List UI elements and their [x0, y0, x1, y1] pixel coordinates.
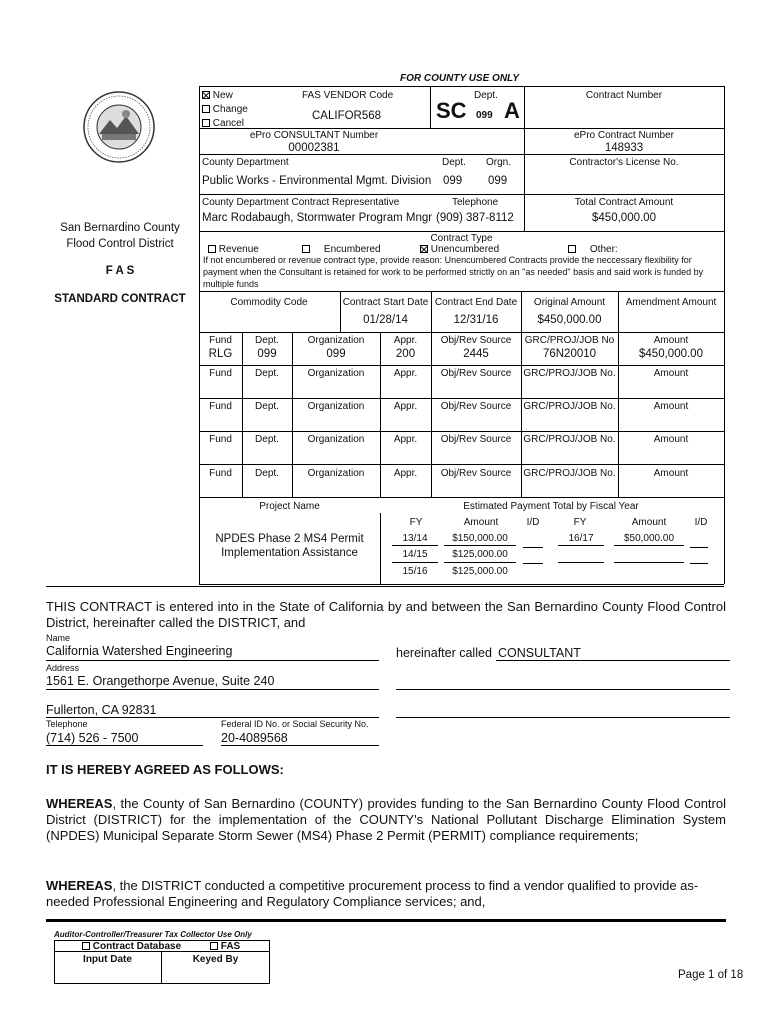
appr-label: Appr. — [393, 368, 418, 379]
change-option[interactable] — [202, 104, 248, 115]
intro-paragraph: THIS CONTRACT is entered into in the State of California by and between the San Bernardino County Flood Control District, hereinafter called the DISTRICT, and — [46, 599, 726, 630]
fedid-value: 20-4089568 — [221, 731, 288, 745]
fas-checkbox[interactable] — [210, 942, 218, 950]
objrev-label: Obj/Rev Source — [440, 434, 512, 445]
address-label: Address — [46, 663, 80, 673]
contractor-license-label: Contractor's License No. — [569, 157, 679, 168]
dept-value-1: 099 — [257, 348, 277, 360]
grc-label: GRC/PROJ/JOB No. — [523, 468, 616, 479]
change-label: Change — [212, 104, 248, 115]
total-amount-value: $450,000.00 — [592, 212, 656, 224]
amount-right-value: $50,000.00 — [623, 533, 675, 544]
a-code: A — [504, 98, 520, 123]
whereas-text-1: , the County of San Bernardino (COUNTY) provides funding to the San Bernardino County Flood Control District (DISTRICT) for the implementation of the COUNTY's National Pollutant Discharge Elimination System (NPDES) Municipal Separate Storm Sewer (MS4) Phase 2 Permit (PERMIT) compliance requirements; — [46, 796, 726, 843]
amount-value-1: $450,000.00 — [639, 348, 703, 360]
grc-label: GRC/PROJ/JOB No. — [523, 401, 616, 412]
amount-label: Amount — [653, 434, 689, 445]
org-label-1: Organization — [307, 335, 365, 346]
page-number: Page 1 of 18 — [678, 969, 744, 981]
fy-header-right: FY — [573, 517, 587, 528]
consultant-text: CONSULTANT — [498, 646, 581, 660]
epro-contract-label: ePro Contract Number — [573, 130, 675, 141]
org-label: Organization — [307, 468, 365, 479]
estimated-payment-label: Estimated Payment Total by Fiscal Year — [463, 501, 639, 512]
project-name-line-2: Implementation Assistance — [221, 547, 358, 559]
objrev-label: Obj/Rev Source — [440, 368, 512, 379]
fy-row-2: 14/15 — [402, 549, 428, 560]
whereas-word-1: WHEREAS — [46, 796, 113, 811]
sc-code: SC — [436, 98, 467, 123]
fund-label: Fund — [209, 401, 232, 412]
org-label: Organization — [307, 434, 365, 445]
fas-title: F A S — [105, 265, 135, 277]
amount-row-1: $150,000.00 — [452, 533, 508, 544]
telephone-label: Telephone — [452, 197, 499, 208]
epro-consultant-label: ePro CONSULTANT Number — [249, 130, 379, 141]
fund-label: Fund — [209, 368, 232, 379]
orgn-label: Orgn. — [486, 157, 512, 168]
standard-contract-title: STANDARD CONTRACT — [54, 293, 186, 305]
agreed-heading: IT IS HEREBY AGREED AS FOLLOWS: — [46, 762, 284, 777]
hereinafter-text: hereinafter called — [396, 646, 492, 660]
project-name-label: Project Name — [259, 501, 320, 512]
rep-label: County Department Contract Representative — [202, 197, 400, 208]
end-date-label: Contract End Date — [434, 297, 518, 308]
fedid-label: Federal ID No. or Social Security No. — [221, 719, 369, 729]
input-date-label: Input Date — [83, 954, 132, 965]
fund-label-1: Fund — [209, 335, 232, 346]
cancel-label: Cancel — [212, 118, 244, 129]
county-department-value: Public Works - Environmental Mgmt. Division — [202, 175, 432, 187]
id-header-left: I/D — [526, 517, 540, 528]
amount-header-left: Amount — [463, 517, 499, 528]
fas-vendor-code-label: FAS VENDOR Code — [302, 90, 394, 101]
other-checkbox[interactable] — [568, 245, 576, 253]
cancel-checkbox[interactable] — [202, 119, 210, 127]
original-amount-label: Original Amount — [533, 297, 606, 308]
appr-value-1: 200 — [395, 348, 416, 360]
contract-type-reason: If not encumbered or revenue contract type, provide reason: Unencumbered Contracts provide the neccessary flexibility for payment when the Consultant is retained for work to be performed strictly on an "as needed" basis and said work is funded by multiple funds — [203, 255, 704, 289]
rep-value: Marc Rodabaugh, Stormwater Program Mngr — [202, 212, 433, 224]
name-value: California Watershed Engineering — [46, 644, 233, 658]
original-amount-value: $450,000.00 — [537, 314, 602, 326]
orgn-value: 099 — [488, 175, 508, 187]
start-date-value: 01/28/14 — [363, 314, 408, 326]
county-seal — [82, 90, 156, 164]
grc-value-1: 76N20010 — [542, 348, 597, 360]
amount-label: Amount — [653, 368, 689, 379]
whereas-word-2: WHEREAS — [46, 878, 113, 893]
appr-label-1: Appr. — [393, 335, 418, 346]
fy-header-left: FY — [409, 517, 423, 528]
city-value: Fullerton, CA 92831 — [46, 703, 157, 717]
auditor-label: Auditor-Controller/Treasurer Tax Collector Use Only — [54, 930, 252, 939]
objrev-value-1: 2445 — [463, 348, 489, 360]
amount-header-right: Amount — [631, 517, 667, 528]
fund-label: Fund — [209, 434, 232, 445]
dept-label-1: Dept. — [255, 335, 279, 346]
org-label: Organization — [307, 368, 365, 379]
grc-label: GRC/PROJ/JOB No. — [523, 368, 616, 379]
objrev-label: Obj/Rev Source — [440, 468, 512, 479]
cancel-option[interactable] — [202, 118, 244, 129]
dept-label: Dept. — [255, 368, 279, 379]
dept-label: Dept. — [255, 401, 279, 412]
other-label: Other: — [589, 244, 618, 255]
amount-row-2: $125,000.00 — [452, 549, 508, 560]
commodity-code-label: Commodity Code — [230, 297, 308, 308]
amendment-amount-label: Amendment Amount — [625, 297, 717, 308]
org-value-1: 099 — [326, 348, 346, 360]
telephone-label: Telephone — [46, 719, 88, 729]
dept-value: 099 — [476, 110, 493, 121]
dept-label: Dept. — [255, 434, 279, 445]
start-date-label: Contract Start Date — [342, 297, 429, 308]
district-line-2: Flood Control District — [66, 238, 174, 250]
unencumbered-label: Unencumbered — [430, 244, 500, 255]
fas-label: FAS — [220, 941, 241, 952]
whereas-paragraph-2 — [46, 878, 726, 910]
amount-row-3: $125,000.00 — [452, 566, 508, 577]
keyed-by-label: Keyed By — [192, 954, 239, 965]
contract-type-label: Contract Type — [430, 233, 493, 244]
appr-label: Appr. — [393, 434, 418, 445]
objrev-label-1: Obj/Rev Source — [440, 335, 512, 346]
dept-label: Dept. — [255, 468, 279, 479]
appr-label: Appr. — [393, 401, 418, 412]
contract-db-label: Contract Database — [92, 941, 182, 952]
revenue-label: Revenue — [218, 244, 259, 255]
project-name-line-1: NPDES Phase 2 MS4 Permit — [215, 533, 364, 545]
fy-right-value: 16/17 — [568, 533, 594, 544]
grc-label: GRC/PROJ/JOB No. — [523, 434, 616, 445]
fy-row-1: 13/14 — [402, 533, 428, 544]
dept-label: Dept. — [474, 90, 498, 101]
telephone-value: (909) 387-8112 — [436, 212, 514, 224]
contract-db-checkbox[interactable] — [82, 942, 90, 950]
total-amount-label: Total Contract Amount — [574, 197, 674, 208]
name-label: Name — [46, 633, 71, 643]
dept2-label: Dept. — [442, 157, 466, 168]
epro-consultant-value: 00002381 — [288, 142, 340, 154]
encumbered-label: Encumbered — [323, 244, 381, 255]
new-label: New — [212, 90, 233, 101]
dept2-value: 099 — [443, 175, 463, 187]
new-option[interactable] — [202, 90, 233, 101]
amount-label-1: Amount — [653, 335, 689, 346]
appr-label: Appr. — [393, 468, 418, 479]
revenue-checkbox[interactable] — [208, 245, 216, 253]
change-checkbox[interactable] — [202, 105, 210, 113]
fund-value-1: RLG — [208, 348, 233, 360]
contract-db-option[interactable] — [82, 941, 181, 952]
new-checkbox[interactable] — [202, 91, 210, 99]
district-line-1: San Bernardino County — [60, 222, 180, 234]
fund-label: Fund — [209, 468, 232, 479]
contract-number-label: Contract Number — [585, 90, 663, 101]
id-header-right: I/D — [694, 517, 708, 528]
telephone-value: (714) 526 - 7500 — [46, 731, 139, 745]
vendor-code-value: CALIFOR568 — [312, 110, 382, 122]
org-label: Organization — [307, 401, 365, 412]
objrev-label: Obj/Rev Source — [440, 401, 512, 412]
address-value: 1561 E. Orangethorpe Avenue, Suite 240 — [46, 674, 275, 688]
end-date-value: 12/31/16 — [453, 314, 499, 326]
epro-contract-value: 148933 — [604, 142, 644, 154]
for-county-use-only: FOR COUNTY USE ONLY — [400, 73, 520, 84]
county-department-label: County Department — [202, 157, 289, 168]
amount-label: Amount — [653, 401, 689, 412]
encumbered-checkbox[interactable] — [302, 245, 310, 253]
amount-label: Amount — [653, 468, 689, 479]
whereas-paragraph-1 — [46, 796, 726, 844]
fas-option[interactable] — [210, 941, 240, 952]
unencumbered-checkbox[interactable] — [420, 245, 428, 253]
whereas-text-2: , the DISTRICT conducted a competitive procurement process to find a vendor qualified to provide as-needed Professional Engineering and Regulatory Compliance services; and, — [46, 878, 699, 909]
fy-row-3: 15/16 — [402, 566, 428, 577]
grc-label-1: GRC/PROJ/JOB No — [524, 335, 615, 346]
